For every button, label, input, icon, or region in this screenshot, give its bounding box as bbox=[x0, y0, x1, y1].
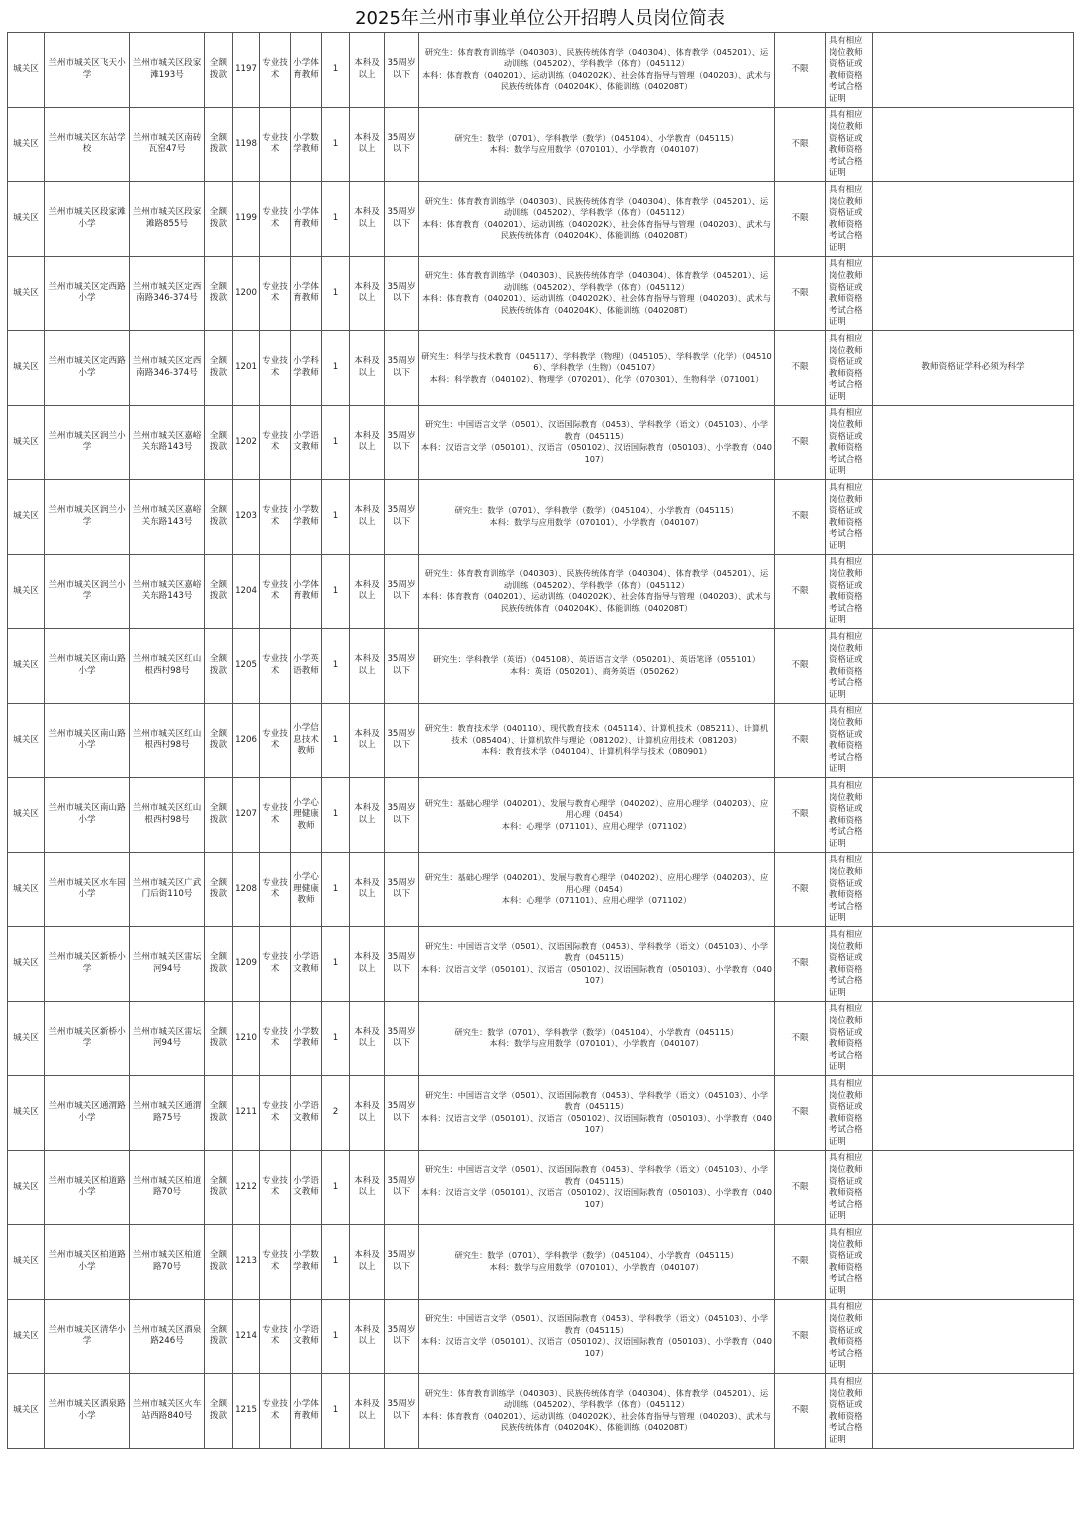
funding-cell: 全额拨款 bbox=[205, 331, 233, 406]
headcount-cell: 1 bbox=[322, 1150, 350, 1225]
table-row bbox=[8, 182, 1074, 257]
major-cell: 研究生：体育教育训练学（040303）、民族传统体育学（040304）、体育教学（045201）、运动训练（045202）、学科教学（体育）（045112） 本科：体育教育（040201）、运动训练（040202K）、社会体育指导与管理（040203）、武术与民族传统体育（040204K）、体能训练（040208T） bbox=[419, 33, 775, 108]
district-cell: 城关区 bbox=[8, 331, 45, 406]
table-row bbox=[8, 703, 1074, 778]
unit-cell: 兰州市城关区定西路小学 bbox=[45, 256, 130, 331]
funding-cell: 全额拨款 bbox=[205, 629, 233, 704]
funding-cell: 全额拨款 bbox=[205, 182, 233, 257]
age-cell: 35周岁以下 bbox=[385, 1299, 419, 1374]
certificate-cell: 具有相应岗位教师资格证或教师资格考试合格证明 bbox=[826, 1374, 873, 1449]
education-cell: 本科及以上 bbox=[350, 1001, 385, 1076]
political-status-cell: 不限 bbox=[775, 1150, 826, 1225]
unit-cell: 兰州市城关区水车园小学 bbox=[45, 852, 130, 927]
major-cell: 研究生：基础心理学（040201）、发展与教育心理学（040202）、应用心理学（040203）、应用心理（0454） 本科：心理学（071101）、应用心理学（071102） bbox=[419, 778, 775, 853]
category-cell: 专业技术 bbox=[260, 629, 291, 704]
unit-cell: 兰州市城关区柏道路小学 bbox=[45, 1225, 130, 1300]
education-cell: 本科及以上 bbox=[350, 703, 385, 778]
certificate-cell: 具有相应岗位教师资格证或教师资格考试合格证明 bbox=[826, 331, 873, 406]
position-name-cell: 小学语文教师 bbox=[291, 927, 322, 1002]
education-cell: 本科及以上 bbox=[350, 107, 385, 182]
unit-cell: 兰州市城关区段家滩小学 bbox=[45, 182, 130, 257]
unit-cell: 兰州市城关区清华小学 bbox=[45, 1299, 130, 1374]
note-cell bbox=[873, 1299, 1074, 1374]
funding-cell: 全额拨款 bbox=[205, 778, 233, 853]
political-status-cell: 不限 bbox=[775, 480, 826, 555]
funding-cell: 全额拨款 bbox=[205, 405, 233, 480]
political-status-cell: 不限 bbox=[775, 33, 826, 108]
certificate-cell: 具有相应岗位教师资格证或教师资格考试合格证明 bbox=[826, 778, 873, 853]
position-code-cell: 1209 bbox=[233, 927, 260, 1002]
note-cell bbox=[873, 182, 1074, 257]
address-cell: 兰州市城关区定西南路346-374号 bbox=[130, 331, 205, 406]
unit-cell: 兰州市城关区新桥小学 bbox=[45, 927, 130, 1002]
age-cell: 35周岁以下 bbox=[385, 1076, 419, 1151]
certificate-cell: 具有相应岗位教师资格证或教师资格考试合格证明 bbox=[826, 629, 873, 704]
district-cell: 城关区 bbox=[8, 33, 45, 108]
headcount-cell: 1 bbox=[322, 256, 350, 331]
table-row bbox=[8, 405, 1074, 480]
address-cell: 兰州市城关区酒泉路246号 bbox=[130, 1299, 205, 1374]
table-row bbox=[8, 256, 1074, 331]
unit-cell: 兰州市城关区润兰小学 bbox=[45, 554, 130, 629]
certificate-cell: 具有相应岗位教师资格证或教师资格考试合格证明 bbox=[826, 703, 873, 778]
political-status-cell: 不限 bbox=[775, 852, 826, 927]
unit-cell: 兰州市城关区润兰小学 bbox=[45, 405, 130, 480]
political-status-cell: 不限 bbox=[775, 107, 826, 182]
positions-table bbox=[7, 32, 1074, 1449]
unit-cell: 兰州市城关区润兰小学 bbox=[45, 480, 130, 555]
district-cell: 城关区 bbox=[8, 1299, 45, 1374]
category-cell: 专业技术 bbox=[260, 1225, 291, 1300]
certificate-cell: 具有相应岗位教师资格证或教师资格考试合格证明 bbox=[826, 1001, 873, 1076]
district-cell: 城关区 bbox=[8, 852, 45, 927]
education-cell: 本科及以上 bbox=[350, 927, 385, 1002]
funding-cell: 全额拨款 bbox=[205, 256, 233, 331]
district-cell: 城关区 bbox=[8, 480, 45, 555]
certificate-cell: 具有相应岗位教师资格证或教师资格考试合格证明 bbox=[826, 107, 873, 182]
funding-cell: 全额拨款 bbox=[205, 33, 233, 108]
major-cell: 研究生：体育教育训练学（040303）、民族传统体育学（040304）、体育教学（045201）、运动训练（045202）、学科教学（体育）（045112） 本科：体育教育（040201）、运动训练（040202K）、社会体育指导与管理（040203）、武术与民族传统体育（040204K）、体能训练（040208T） bbox=[419, 256, 775, 331]
district-cell: 城关区 bbox=[8, 405, 45, 480]
certificate-cell: 具有相应岗位教师资格证或教师资格考试合格证明 bbox=[826, 1150, 873, 1225]
category-cell: 专业技术 bbox=[260, 182, 291, 257]
district-cell: 城关区 bbox=[8, 1150, 45, 1225]
address-cell: 兰州市城关区南砖瓦窑47号 bbox=[130, 107, 205, 182]
position-name-cell: 小学语文教师 bbox=[291, 1076, 322, 1151]
address-cell: 兰州市城关区嘉峪关东路143号 bbox=[130, 405, 205, 480]
position-name-cell: 小学语文教师 bbox=[291, 1299, 322, 1374]
address-cell: 兰州市城关区火车站西路840号 bbox=[130, 1374, 205, 1449]
table-row bbox=[8, 1299, 1074, 1374]
table-row bbox=[8, 1150, 1074, 1225]
district-cell: 城关区 bbox=[8, 1374, 45, 1449]
age-cell: 35周岁以下 bbox=[385, 1150, 419, 1225]
unit-cell: 兰州市城关区通渭路小学 bbox=[45, 1076, 130, 1151]
major-cell: 研究生：体育教育训练学（040303）、民族传统体育学（040304）、体育教学（045201）、运动训练（045202）、学科教学（体育）（045112） 本科：体育教育（040201）、运动训练（040202K）、社会体育指导与管理（040203）、武术与民族传统体育（040204K）、体能训练（040208T） bbox=[419, 554, 775, 629]
age-cell: 35周岁以下 bbox=[385, 331, 419, 406]
position-code-cell: 1214 bbox=[233, 1299, 260, 1374]
headcount-cell: 1 bbox=[322, 1001, 350, 1076]
note-cell bbox=[873, 1076, 1074, 1151]
district-cell: 城关区 bbox=[8, 182, 45, 257]
position-name-cell: 小学科学教师 bbox=[291, 331, 322, 406]
certificate-cell: 具有相应岗位教师资格证或教师资格考试合格证明 bbox=[826, 927, 873, 1002]
position-code-cell: 1207 bbox=[233, 778, 260, 853]
headcount-cell: 1 bbox=[322, 629, 350, 704]
category-cell: 专业技术 bbox=[260, 1374, 291, 1449]
category-cell: 专业技术 bbox=[260, 1299, 291, 1374]
note-cell bbox=[873, 1225, 1074, 1300]
table-row bbox=[8, 480, 1074, 555]
position-name-cell: 小学语文教师 bbox=[291, 1150, 322, 1225]
category-cell: 专业技术 bbox=[260, 480, 291, 555]
address-cell: 兰州市城关区红山根西村98号 bbox=[130, 703, 205, 778]
education-cell: 本科及以上 bbox=[350, 1225, 385, 1300]
funding-cell: 全额拨款 bbox=[205, 1076, 233, 1151]
funding-cell: 全额拨款 bbox=[205, 703, 233, 778]
certificate-cell: 具有相应岗位教师资格证或教师资格考试合格证明 bbox=[826, 1076, 873, 1151]
address-cell: 兰州市城关区定西南路346-374号 bbox=[130, 256, 205, 331]
position-code-cell: 1205 bbox=[233, 629, 260, 704]
unit-cell: 兰州市城关区东站学校 bbox=[45, 107, 130, 182]
address-cell: 兰州市城关区柏道路70号 bbox=[130, 1150, 205, 1225]
major-cell: 研究生：数学（0701）、学科教学（数学）（045104）、小学教育（045115） 本科：数学与应用数学（070101）、小学教育（040107） bbox=[419, 1001, 775, 1076]
address-cell: 兰州市城关区嘉峪关东路143号 bbox=[130, 480, 205, 555]
education-cell: 本科及以上 bbox=[350, 480, 385, 555]
district-cell: 城关区 bbox=[8, 778, 45, 853]
category-cell: 专业技术 bbox=[260, 1076, 291, 1151]
category-cell: 专业技术 bbox=[260, 256, 291, 331]
position-name-cell: 小学体育教师 bbox=[291, 1374, 322, 1449]
political-status-cell: 不限 bbox=[775, 1225, 826, 1300]
position-name-cell: 小学数学教师 bbox=[291, 1225, 322, 1300]
category-cell: 专业技术 bbox=[260, 107, 291, 182]
table-row bbox=[8, 927, 1074, 1002]
headcount-cell: 1 bbox=[322, 1299, 350, 1374]
headcount-cell: 1 bbox=[322, 107, 350, 182]
unit-cell: 兰州市城关区定西路小学 bbox=[45, 331, 130, 406]
education-cell: 本科及以上 bbox=[350, 256, 385, 331]
address-cell: 兰州市城关区雷坛河94号 bbox=[130, 927, 205, 1002]
unit-cell: 兰州市城关区南山路小学 bbox=[45, 778, 130, 853]
political-status-cell: 不限 bbox=[775, 256, 826, 331]
major-cell: 研究生：中国语言文学（0501）、汉语国际教育（0453）、学科教学（语文）（045103）、小学教育（045115） 本科：汉语言文学（050101）、汉语言（050102）、汉语国际教育（050103）、小学教育（040107） bbox=[419, 927, 775, 1002]
position-name-cell: 小学体育教师 bbox=[291, 554, 322, 629]
political-status-cell: 不限 bbox=[775, 1076, 826, 1151]
funding-cell: 全额拨款 bbox=[205, 1001, 233, 1076]
note-cell bbox=[873, 778, 1074, 853]
major-cell: 研究生：数学（0701）、学科教学（数学）（045104）、小学教育（045115） 本科：数学与应用数学（070101）、小学教育（040107） bbox=[419, 480, 775, 555]
major-cell: 研究生：体育教育训练学（040303）、民族传统体育学（040304）、体育教学（045201）、运动训练（045202）、学科教学（体育）（045112） 本科：体育教育（040201）、运动训练（040202K）、社会体育指导与管理（040203）、武术与民族传统体育（040204K）、体能训练（040208T） bbox=[419, 182, 775, 257]
education-cell: 本科及以上 bbox=[350, 33, 385, 108]
headcount-cell: 1 bbox=[322, 703, 350, 778]
age-cell: 35周岁以下 bbox=[385, 703, 419, 778]
note-cell bbox=[873, 33, 1074, 108]
table-row bbox=[8, 1076, 1074, 1151]
major-cell: 研究生：科学与技术教育（045117）、学科教学（物理）（045105）、学科教学（化学）（045106）、学科教学（生物）（045107） 本科：科学教育（040102）、物理学（070201）、化学（070301）、生物科学（071001） bbox=[419, 331, 775, 406]
education-cell: 本科及以上 bbox=[350, 1299, 385, 1374]
note-cell bbox=[873, 480, 1074, 555]
district-cell: 城关区 bbox=[8, 927, 45, 1002]
education-cell: 本科及以上 bbox=[350, 554, 385, 629]
position-name-cell: 小学数学教师 bbox=[291, 107, 322, 182]
position-name-cell: 小学数学教师 bbox=[291, 1001, 322, 1076]
headcount-cell: 1 bbox=[322, 331, 350, 406]
position-name-cell: 小学英语教师 bbox=[291, 629, 322, 704]
district-cell: 城关区 bbox=[8, 703, 45, 778]
position-code-cell: 1206 bbox=[233, 703, 260, 778]
district-cell: 城关区 bbox=[8, 1225, 45, 1300]
education-cell: 本科及以上 bbox=[350, 1374, 385, 1449]
certificate-cell: 具有相应岗位教师资格证或教师资格考试合格证明 bbox=[826, 33, 873, 108]
age-cell: 35周岁以下 bbox=[385, 1225, 419, 1300]
table-row bbox=[8, 852, 1074, 927]
address-cell: 兰州市城关区嘉峪关东路143号 bbox=[130, 554, 205, 629]
headcount-cell: 2 bbox=[322, 1076, 350, 1151]
major-cell: 研究生：基础心理学（040201）、发展与教育心理学（040202）、应用心理学（040203）、应用心理（0454） 本科：心理学（071101）、应用心理学（071102） bbox=[419, 852, 775, 927]
position-name-cell: 小学体育教师 bbox=[291, 256, 322, 331]
certificate-cell: 具有相应岗位教师资格证或教师资格考试合格证明 bbox=[826, 1225, 873, 1300]
age-cell: 35周岁以下 bbox=[385, 405, 419, 480]
headcount-cell: 1 bbox=[322, 480, 350, 555]
note-cell bbox=[873, 107, 1074, 182]
address-cell: 兰州市城关区雷坛河94号 bbox=[130, 1001, 205, 1076]
education-cell: 本科及以上 bbox=[350, 1076, 385, 1151]
address-cell: 兰州市城关区广武门后街110号 bbox=[130, 852, 205, 927]
district-cell: 城关区 bbox=[8, 1001, 45, 1076]
category-cell: 专业技术 bbox=[260, 1001, 291, 1076]
certificate-cell: 具有相应岗位教师资格证或教师资格考试合格证明 bbox=[826, 405, 873, 480]
education-cell: 本科及以上 bbox=[350, 1150, 385, 1225]
age-cell: 35周岁以下 bbox=[385, 554, 419, 629]
certificate-cell: 具有相应岗位教师资格证或教师资格考试合格证明 bbox=[826, 852, 873, 927]
funding-cell: 全额拨款 bbox=[205, 107, 233, 182]
age-cell: 35周岁以下 bbox=[385, 778, 419, 853]
funding-cell: 全额拨款 bbox=[205, 554, 233, 629]
education-cell: 本科及以上 bbox=[350, 778, 385, 853]
position-name-cell: 小学心理健康教师 bbox=[291, 852, 322, 927]
age-cell: 35周岁以下 bbox=[385, 107, 419, 182]
note-cell bbox=[873, 405, 1074, 480]
note-cell bbox=[873, 927, 1074, 1002]
headcount-cell: 1 bbox=[322, 33, 350, 108]
headcount-cell: 1 bbox=[322, 852, 350, 927]
note-cell bbox=[873, 1150, 1074, 1225]
position-code-cell: 1213 bbox=[233, 1225, 260, 1300]
table-body bbox=[8, 33, 1074, 1449]
political-status-cell: 不限 bbox=[775, 554, 826, 629]
education-cell: 本科及以上 bbox=[350, 405, 385, 480]
note-cell bbox=[873, 703, 1074, 778]
political-status-cell: 不限 bbox=[775, 1374, 826, 1449]
headcount-cell: 1 bbox=[322, 554, 350, 629]
political-status-cell: 不限 bbox=[775, 629, 826, 704]
major-cell: 研究生：中国语言文学（0501）、汉语国际教育（0453）、学科教学（语文）（045103）、小学教育（045115） 本科：汉语言文学（050101）、汉语言（050102）、汉语国际教育（050103）、小学教育（040107） bbox=[419, 405, 775, 480]
category-cell: 专业技术 bbox=[260, 927, 291, 1002]
note-cell: 教师资格证学科必须为科学 bbox=[873, 331, 1074, 406]
address-cell: 兰州市城关区通渭路75号 bbox=[130, 1076, 205, 1151]
major-cell: 研究生：中国语言文学（0501）、汉语国际教育（0453）、学科教学（语文）（045103）、小学教育（045115） 本科：汉语言文学（050101）、汉语言（050102）、汉语国际教育（050103）、小学教育（040107） bbox=[419, 1150, 775, 1225]
headcount-cell: 1 bbox=[322, 182, 350, 257]
position-code-cell: 1208 bbox=[233, 852, 260, 927]
funding-cell: 全额拨款 bbox=[205, 852, 233, 927]
table-row bbox=[8, 1001, 1074, 1076]
unit-cell: 兰州市城关区酒泉路小学 bbox=[45, 1374, 130, 1449]
age-cell: 35周岁以下 bbox=[385, 182, 419, 257]
certificate-cell: 具有相应岗位教师资格证或教师资格考试合格证明 bbox=[826, 554, 873, 629]
table-row bbox=[8, 629, 1074, 704]
position-code-cell: 1197 bbox=[233, 33, 260, 108]
funding-cell: 全额拨款 bbox=[205, 1225, 233, 1300]
headcount-cell: 1 bbox=[322, 927, 350, 1002]
position-name-cell: 小学信息技术教师 bbox=[291, 703, 322, 778]
political-status-cell: 不限 bbox=[775, 778, 826, 853]
position-code-cell: 1211 bbox=[233, 1076, 260, 1151]
political-status-cell: 不限 bbox=[775, 703, 826, 778]
political-status-cell: 不限 bbox=[775, 1299, 826, 1374]
major-cell: 研究生：中国语言文学（0501）、汉语国际教育（0453）、学科教学（语文）（045103）、小学教育（045115） 本科：汉语言文学（050101）、汉语言（050102）、汉语国际教育（050103）、小学教育（040107） bbox=[419, 1299, 775, 1374]
position-code-cell: 1204 bbox=[233, 554, 260, 629]
position-code-cell: 1199 bbox=[233, 182, 260, 257]
certificate-cell: 具有相应岗位教师资格证或教师资格考试合格证明 bbox=[826, 182, 873, 257]
age-cell: 35周岁以下 bbox=[385, 852, 419, 927]
district-cell: 城关区 bbox=[8, 554, 45, 629]
position-name-cell: 小学数学教师 bbox=[291, 480, 322, 555]
political-status-cell: 不限 bbox=[775, 405, 826, 480]
education-cell: 本科及以上 bbox=[350, 629, 385, 704]
position-name-cell: 小学体育教师 bbox=[291, 33, 322, 108]
table-row bbox=[8, 778, 1074, 853]
category-cell: 专业技术 bbox=[260, 33, 291, 108]
age-cell: 35周岁以下 bbox=[385, 33, 419, 108]
age-cell: 35周岁以下 bbox=[385, 1374, 419, 1449]
table-row bbox=[8, 331, 1074, 406]
funding-cell: 全额拨款 bbox=[205, 480, 233, 555]
headcount-cell: 1 bbox=[322, 778, 350, 853]
certificate-cell: 具有相应岗位教师资格证或教师资格考试合格证明 bbox=[826, 1299, 873, 1374]
position-name-cell: 小学心理健康教师 bbox=[291, 778, 322, 853]
position-code-cell: 1202 bbox=[233, 405, 260, 480]
address-cell: 兰州市城关区段家滩路855号 bbox=[130, 182, 205, 257]
political-status-cell: 不限 bbox=[775, 331, 826, 406]
certificate-cell: 具有相应岗位教师资格证或教师资格考试合格证明 bbox=[826, 256, 873, 331]
position-code-cell: 1201 bbox=[233, 331, 260, 406]
age-cell: 35周岁以下 bbox=[385, 480, 419, 555]
district-cell: 城关区 bbox=[8, 256, 45, 331]
district-cell: 城关区 bbox=[8, 629, 45, 704]
address-cell: 兰州市城关区柏道路70号 bbox=[130, 1225, 205, 1300]
position-code-cell: 1203 bbox=[233, 480, 260, 555]
major-cell: 研究生：数学（0701）、学科教学（数学）（045104）、小学教育（045115） 本科：数学与应用数学（070101）、小学教育（040107） bbox=[419, 107, 775, 182]
address-cell: 兰州市城关区段家滩193号 bbox=[130, 33, 205, 108]
address-cell: 兰州市城关区红山根西村98号 bbox=[130, 629, 205, 704]
category-cell: 专业技术 bbox=[260, 703, 291, 778]
unit-cell: 兰州市城关区飞天小学 bbox=[45, 33, 130, 108]
funding-cell: 全额拨款 bbox=[205, 927, 233, 1002]
major-cell: 研究生：体育教育训练学（040303）、民族传统体育学（040304）、体育教学（045201）、运动训练（045202）、学科教学（体育）（045112） 本科：体育教育（040201）、运动训练（040202K）、社会体育指导与管理（040203）、武术与民族传统体育（040204K）、体能训练（040208T） bbox=[419, 1374, 775, 1449]
major-cell: 研究生：中国语言文学（0501）、汉语国际教育（0453）、学科教学（语文）（045103）、小学教育（045115） 本科：汉语言文学（050101）、汉语言（050102）、汉语国际教育（050103）、小学教育（040107） bbox=[419, 1076, 775, 1151]
note-cell bbox=[873, 554, 1074, 629]
table-row bbox=[8, 554, 1074, 629]
page-title: 2025年兰州市事业单位公开招聘人员岗位简表 bbox=[355, 8, 725, 29]
table-row bbox=[8, 1374, 1074, 1449]
table-row bbox=[8, 1225, 1074, 1300]
headcount-cell: 1 bbox=[322, 1225, 350, 1300]
note-cell bbox=[873, 1374, 1074, 1449]
headcount-cell: 1 bbox=[322, 1374, 350, 1449]
political-status-cell: 不限 bbox=[775, 182, 826, 257]
major-cell: 研究生：数学（0701）、学科教学（数学）（045104）、小学教育（045115） 本科：数学与应用数学（070101）、小学教育（040107） bbox=[419, 1225, 775, 1300]
category-cell: 专业技术 bbox=[260, 778, 291, 853]
district-cell: 城关区 bbox=[8, 107, 45, 182]
category-cell: 专业技术 bbox=[260, 331, 291, 406]
category-cell: 专业技术 bbox=[260, 1150, 291, 1225]
age-cell: 35周岁以下 bbox=[385, 927, 419, 1002]
political-status-cell: 不限 bbox=[775, 1001, 826, 1076]
political-status-cell: 不限 bbox=[775, 927, 826, 1002]
unit-cell: 兰州市城关区南山路小学 bbox=[45, 629, 130, 704]
position-code-cell: 1212 bbox=[233, 1150, 260, 1225]
age-cell: 35周岁以下 bbox=[385, 629, 419, 704]
funding-cell: 全额拨款 bbox=[205, 1150, 233, 1225]
age-cell: 35周岁以下 bbox=[385, 256, 419, 331]
funding-cell: 全额拨款 bbox=[205, 1299, 233, 1374]
major-cell: 研究生：学科教学（英语）（045108）、英语语言文学（050201）、英语笔译（055101） 本科：英语（050201）、商务英语（050262） bbox=[419, 629, 775, 704]
position-name-cell: 小学语文教师 bbox=[291, 405, 322, 480]
unit-cell: 兰州市城关区南山路小学 bbox=[45, 703, 130, 778]
unit-cell: 兰州市城关区新桥小学 bbox=[45, 1001, 130, 1076]
position-code-cell: 1198 bbox=[233, 107, 260, 182]
table-row bbox=[8, 107, 1074, 182]
district-cell: 城关区 bbox=[8, 1076, 45, 1151]
education-cell: 本科及以上 bbox=[350, 182, 385, 257]
major-cell: 研究生：教育技术学（040110）、现代教育技术（045114）、计算机技术（085211）、计算机技术（085404）、计算机软件与理论（081202）、计算机应用技术（081203） 本科：教育技术学（040104）、计算机科学与技术（080901） bbox=[419, 703, 775, 778]
position-code-cell: 1200 bbox=[233, 256, 260, 331]
age-cell: 35周岁以下 bbox=[385, 1001, 419, 1076]
headcount-cell: 1 bbox=[322, 405, 350, 480]
address-cell: 兰州市城关区红山根西村98号 bbox=[130, 778, 205, 853]
education-cell: 本科及以上 bbox=[350, 331, 385, 406]
note-cell bbox=[873, 852, 1074, 927]
category-cell: 专业技术 bbox=[260, 554, 291, 629]
category-cell: 专业技术 bbox=[260, 852, 291, 927]
certificate-cell: 具有相应岗位教师资格证或教师资格考试合格证明 bbox=[826, 480, 873, 555]
education-cell: 本科及以上 bbox=[350, 852, 385, 927]
unit-cell: 兰州市城关区柏道路小学 bbox=[45, 1150, 130, 1225]
position-code-cell: 1215 bbox=[233, 1374, 260, 1449]
position-name-cell: 小学体育教师 bbox=[291, 182, 322, 257]
note-cell bbox=[873, 1001, 1074, 1076]
note-cell bbox=[873, 629, 1074, 704]
note-cell bbox=[873, 256, 1074, 331]
category-cell: 专业技术 bbox=[260, 405, 291, 480]
funding-cell: 全额拨款 bbox=[205, 1374, 233, 1449]
table-row bbox=[8, 33, 1074, 108]
position-code-cell: 1210 bbox=[233, 1001, 260, 1076]
